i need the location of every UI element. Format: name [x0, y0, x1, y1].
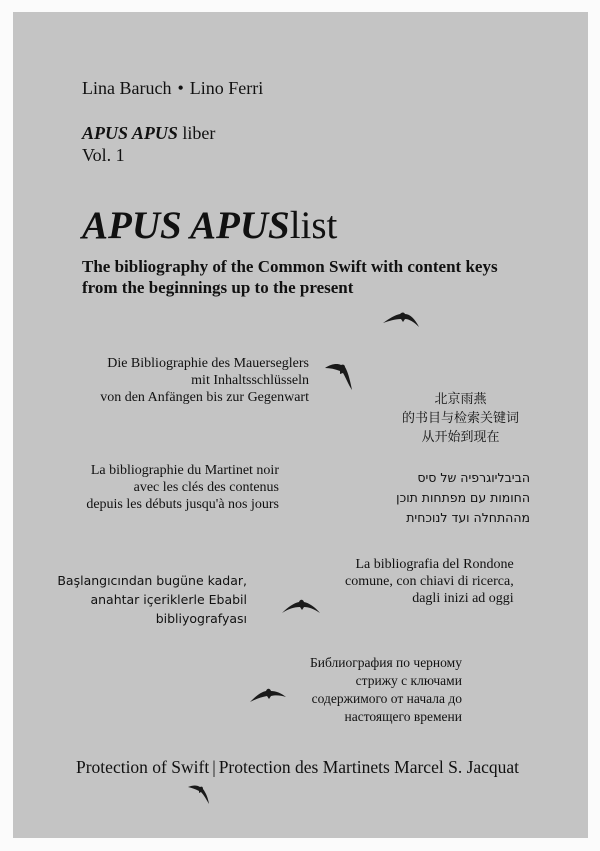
translation-line: comune, con chiavi di ricerca, [345, 574, 514, 589]
russian-translation [310, 654, 462, 726]
italian-translation [345, 556, 514, 607]
swift-bird-icon [188, 783, 210, 805]
author-2: Lino Ferri [189, 78, 264, 98]
turkish-translation [57, 571, 247, 628]
hebrew-translation [360, 468, 530, 528]
translation-line: 从开始到现在 [421, 430, 500, 445]
translation-line: La bibliografia del Rondone [355, 557, 514, 572]
publisher-footer [76, 757, 519, 778]
translation-line: стрижу с ключами [355, 673, 462, 688]
translation-line: avec les clés des contenus [133, 480, 279, 495]
translation-line: 北京雨燕 [434, 392, 487, 407]
translation-line: מההתחלה ועד לנוכחית [406, 510, 530, 525]
book-title-bold: APUS APUS [82, 204, 290, 247]
translation-line: הביבליוגרפיה של סיס [417, 470, 530, 485]
publisher-separator: | [212, 757, 216, 777]
subtitle-line: from the beginnings up to the present [82, 278, 354, 297]
translation-line: mit Inhaltsschlüsseln [191, 373, 309, 388]
author-1: Lina Baruch [82, 78, 172, 98]
volume-number: Vol. 1 [82, 145, 125, 165]
swift-bird-icon [325, 360, 353, 392]
translation-line: настоящего времени [344, 709, 462, 724]
subtitle-line: The bibliography of the Common Swift with content keys [82, 257, 498, 276]
subtitle [82, 256, 498, 298]
series-name [82, 123, 215, 144]
translation-line: dagli inizi ad oggi [412, 591, 514, 606]
translation-line: החומות עם מפתחות תוכן [396, 490, 530, 505]
chinese-translation [402, 390, 519, 447]
series-name-suffix: liber [177, 123, 216, 143]
translation-line: Библиография по черному [310, 655, 462, 670]
swift-bird-icon [250, 684, 286, 704]
author-separator: • [177, 78, 184, 98]
translation-line: bibliyografyası [155, 611, 247, 626]
publisher-right: Protection des Martinets Marcel S. Jacquat [218, 757, 520, 777]
translation-line: von den Anfängen bis zur Gegenwart [100, 390, 309, 405]
publisher-left: Protection of Swift [76, 757, 210, 777]
translation-line: Die Bibliographie des Mauerseglers [107, 356, 309, 371]
translation-line: 的书目与检索关键词 [402, 411, 520, 426]
german-translation [100, 355, 309, 406]
book-title-suffix: list [289, 204, 338, 247]
series-name-italic: APUS APUS [82, 123, 178, 143]
french-translation [86, 462, 279, 513]
translation-line: Başlangıcından bugüne kadar, [57, 573, 247, 588]
translation-line: содержимого от начала до [311, 691, 462, 706]
translation-line: depuis les débuts jusqu'à nos jours [86, 497, 279, 512]
authors [82, 78, 263, 99]
translation-line: La bibliographie du Martinet noir [90, 463, 279, 478]
translation-line: anahtar içeriklerle Ebabil [90, 592, 247, 607]
swift-bird-icon [383, 307, 419, 329]
book-title [82, 206, 337, 245]
swift-bird-icon [282, 597, 320, 617]
